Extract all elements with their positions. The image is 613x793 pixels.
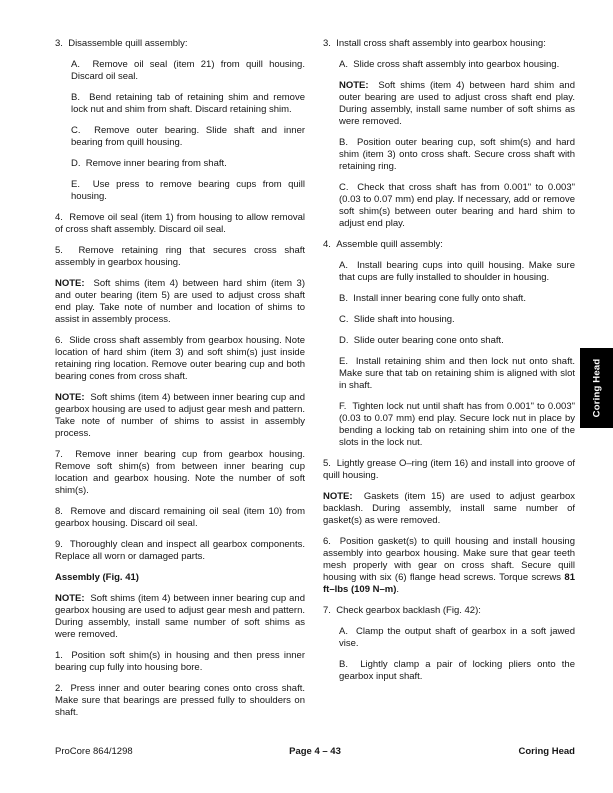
step-paragraph: 7. Check gearbox backlash (Fig. 42):	[323, 605, 481, 616]
sub-step-paragraph: A. Remove oil seal (item 21) from quill housing. Discard oil seal.	[71, 59, 305, 82]
sub-step-paragraph: F. Tighten lock nut until shaft has from 0.001" to 0.003" (0.03 to 0.07 mm) end play. Secure lock nut in place by bending a locking tab on retaining shim into one of the slots in the lock nut.	[339, 401, 575, 448]
sub-step-paragraph: C. Slide shaft into housing.	[339, 314, 455, 325]
right-text-column	[323, 38, 575, 692]
note-paragraph: NOTE: Soft shims (item 4) between inner bearing cup and gearbox housing are used to adjust gear mesh and pattern. Take note of number of shims to assist in assembly process.	[55, 392, 305, 439]
step-paragraph: 9. Thoroughly clean and inspect all gearbox components. Replace all worn or damaged parts.	[55, 539, 305, 562]
step-paragraph: 3. Install cross shaft assembly into gearbox housing:	[323, 38, 546, 49]
step-paragraph: 2. Press inner and outer bearing cones onto cross shaft. Make sure that bearings are pressed fully to shoulders on shaft.	[55, 683, 305, 718]
step-paragraph: 3. Disassemble quill assembly:	[55, 38, 188, 49]
sub-step-paragraph: A. Slide cross shaft assembly into gearbox housing.	[339, 59, 560, 70]
note-label: NOTE:	[55, 593, 85, 604]
step-paragraph: 4. Remove oil seal (item 1) from housing to allow removal of cross shaft assembly. Discard oil seal.	[55, 212, 306, 235]
note-paragraph: NOTE: Soft shims (item 4) between hard shim (item 3) and outer bearing (item 5) are used to adjust cross shaft end play. Take note of number and location of shims to assist in assembly process.	[55, 278, 305, 325]
step-paragraph: 8. Remove and discard remaining oil seal (item 10) from gearbox housing. Discard oil seal.	[55, 506, 305, 529]
step-paragraph: 5. Lightly grease O–ring (item 16) and install into groove of quill housing.	[323, 458, 575, 481]
step-paragraph: 7. Remove inner bearing cup from gearbox housing. Remove soft shim(s) from between inner bearing cup location and gearbox housing. Note the number of soft shim(s).	[55, 449, 306, 496]
step-paragraph: 6. Slide cross shaft assembly from gearbox housing. Note location of hard shim (item 3) and soft shim(s) just inside retaining ring location. Remove outer bearing cup and both bearing cones from cross shaft.	[55, 335, 305, 382]
sub-step-paragraph: E. Install retaining shim and then lock nut onto shaft. Make sure that tab on retaining shim is aligned with slot in shaft.	[339, 356, 575, 391]
note-paragraph: NOTE: Soft shims (item 4) between inner bearing cup and gearbox housing are used to adjust gear mesh and pattern. During assembly, install same number of soft shims as were removed.	[55, 593, 305, 640]
sub-step-paragraph: C. Remove outer bearing. Slide shaft and inner bearing from quill housing.	[71, 125, 306, 148]
section-thumb-tab	[580, 348, 613, 428]
footer-section-title: Coring Head	[518, 746, 575, 757]
note-label: NOTE:	[55, 278, 85, 289]
sub-step-paragraph: C. Check that cross shaft has from 0.001" to 0.003" (0.03 to 0.07 mm) end play. If necessary, add or remove soft shim(s) between outer bearing and hard shim to adjust end play.	[339, 182, 575, 229]
sub-step-paragraph: D. Slide outer bearing cone onto shaft.	[339, 335, 504, 346]
sub-step-paragraph: E. Use press to remove bearing cups from quill housing.	[71, 179, 306, 202]
note-label: NOTE:	[323, 491, 353, 502]
sub-step-paragraph: A. Clamp the output shaft of gearbox in a soft jawed vise.	[339, 626, 575, 649]
note-paragraph: NOTE: Gaskets (item 15) are used to adjust gearbox backlash. During assembly, install same number of gasket(s) as were removed.	[323, 491, 575, 526]
step-paragraph: 1. Position soft shim(s) in housing and then press inner bearing cup fully into housing bore.	[55, 650, 305, 673]
sub-step-paragraph: B. Position outer bearing cup, soft shim(s) and hard shim (item 3) onto cross shaft. Secure cross shaft with retaining ring.	[339, 137, 575, 172]
sub-step-paragraph: B. Install inner bearing cone fully onto shaft.	[339, 293, 526, 304]
page-footer	[55, 746, 575, 757]
step-paragraph: 6. Position gasket(s) to quill housing and install housing assembly into gearbox housing. Make sure that gear teeth mesh properly with gear on cross shaft. Secure quill housing with six (6) flange head screws. Torque screws 81 ft–lbs (109 N–m).	[323, 536, 576, 595]
section-heading: Assembly (Fig. 41)	[55, 572, 139, 583]
footer-model-number: ProCore 864/1298	[55, 746, 133, 757]
sub-step-paragraph: B. Bend retaining tab of retaining shim and remove lock nut and shim from shaft. Discard retaining shim.	[71, 92, 305, 115]
torque-spec: 81 ft–lbs (109 N–m)	[323, 572, 575, 595]
footer-page-number: Page 4 – 43	[289, 746, 341, 757]
left-text-column	[55, 38, 305, 728]
note-paragraph: NOTE: Soft shims (item 4) between hard shim and outer bearing are used to adjust cross shaft end play. During assembly, install same number of soft shims as were removed.	[339, 80, 575, 127]
step-paragraph: 5. Remove retaining ring that secures cross shaft assembly in gearbox housing.	[55, 245, 306, 268]
sub-step-paragraph: A. Install bearing cups into quill housing. Make sure that cups are fully installed to shoulder in housing.	[339, 260, 575, 283]
sub-step-paragraph: D. Remove inner bearing from shaft.	[71, 158, 227, 169]
note-label: NOTE:	[55, 392, 85, 403]
section-thumb-tab-label: Coring Head	[591, 358, 602, 418]
sub-step-paragraph: B. Lightly clamp a pair of locking pliers onto the gearbox input shaft.	[339, 659, 575, 682]
step-paragraph: 4. Assemble quill assembly:	[323, 239, 443, 250]
note-label: NOTE:	[339, 80, 369, 91]
